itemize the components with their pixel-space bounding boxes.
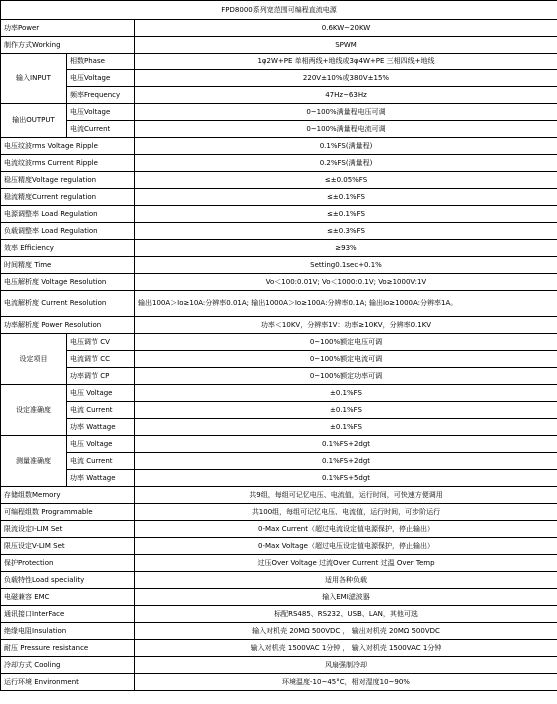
row-label: 可编程组数 Programmable xyxy=(1,504,135,521)
table-row xyxy=(1,674,557,691)
row-value: 标配RS485、RS232、USB、LAN，其他可选 xyxy=(135,606,557,623)
row-value: 0~100%满量程电压可调 xyxy=(135,104,557,121)
table-row xyxy=(1,223,557,240)
row-label: 电压调节 CV xyxy=(67,334,135,351)
row-label: 功率 Wattage xyxy=(67,419,135,436)
row-value: ≥93% xyxy=(135,240,557,257)
table-row xyxy=(1,419,557,436)
row-value: 共9组，每组可记忆电压、电流值，运行时间，可快速方便调用 xyxy=(135,487,557,504)
table-row xyxy=(1,538,557,555)
table-row xyxy=(1,623,557,640)
table-row xyxy=(1,385,557,402)
table-row xyxy=(1,368,557,385)
row-label: 存储组数Memory xyxy=(1,487,135,504)
row-value: ±0.1%FS xyxy=(135,419,557,436)
row-label: 频率Frequency xyxy=(67,87,135,104)
row-label: 电压 Voltage xyxy=(67,436,135,453)
row-value: 适用各种负载 xyxy=(135,572,557,589)
row-label: 负载调整率 Load Regulation xyxy=(1,223,135,240)
row-label: 电压Voltage xyxy=(67,70,135,87)
row-label: 保护Protection xyxy=(1,555,135,572)
table-row xyxy=(1,274,557,291)
row-value: 0~100%额定电压可调 xyxy=(135,334,557,351)
table-row xyxy=(1,402,557,419)
row-value: ±0.1%FS xyxy=(135,385,557,402)
row-label: 负载特性Load speciality xyxy=(1,572,135,589)
table-row xyxy=(1,334,557,351)
row-label: 电磁兼容 EMC xyxy=(1,589,135,606)
row-value: 输出100A＞Io≥10A:分辨率0.01A; 输出1000A＞Io≥100A:分辨率0.1A; 输出Io≥1000A:分辨率1A。 xyxy=(135,291,557,317)
row-label: 电流解析度 Current Resolution xyxy=(1,291,135,317)
table-row xyxy=(1,54,557,70)
row-label: 运行环境 Environment xyxy=(1,674,135,691)
table-row xyxy=(1,606,557,623)
row-value: 输入EMI滤波器 xyxy=(135,589,557,606)
row-label: 电压 Voltage xyxy=(67,385,135,402)
row-label: 时间精度 Time xyxy=(1,257,135,274)
table-title: FPD8000系列宽范围可编程直流电源 xyxy=(1,1,557,20)
row-value: Vo＜100:0.01V; Vo＜1000:0.1V; Vo≥1000V:1V xyxy=(135,274,557,291)
row-value: 0~100%满量程电流可调 xyxy=(135,121,557,138)
row-value: 共100组，每组可记忆电压、电流值，运行时间，可步阶运行 xyxy=(135,504,557,521)
group-label: 设定项目 xyxy=(1,334,67,385)
row-label: 功率解析度 Power Resolution xyxy=(1,317,135,334)
row-label: 电压纹波rms Voltage Ripple xyxy=(1,138,135,155)
table-row xyxy=(1,640,557,657)
table-row xyxy=(1,657,557,674)
row-value: 0-Max Voltage（超过电压设定值电源保护，停止输出） xyxy=(135,538,557,555)
row-label: 功率Power xyxy=(1,20,135,37)
row-label: 绝缘电阻Insulation xyxy=(1,623,135,640)
table-row xyxy=(1,453,557,470)
row-value: 功率＜10KV，分辨率1V：功率≥10KV，分辨率0.1KV xyxy=(135,317,557,334)
row-label: 电流Current xyxy=(67,121,135,138)
table-row xyxy=(1,351,557,368)
row-label: 耐压 Pressure resistance xyxy=(1,640,135,657)
row-label: 电流纹波rms Current Ripple xyxy=(1,155,135,172)
table-row xyxy=(1,555,557,572)
row-value: 47Hz~63Hz xyxy=(135,87,557,104)
group-label: 设定准确度 xyxy=(1,385,67,436)
row-value: 0.1%FS+2dgt xyxy=(135,436,557,453)
row-label: 限流设定I-LIM Set xyxy=(1,521,135,538)
row-value: 0~100%额定电流可调 xyxy=(135,351,557,368)
row-label: 电压解析度 Voltage Resolution xyxy=(1,274,135,291)
row-value: SPWM xyxy=(135,37,557,54)
row-value: 0.1%FS(满量程) xyxy=(135,138,557,155)
table-row xyxy=(1,20,557,37)
row-value: 过压Over Voltage 过流Over Current 过温 Over Temp xyxy=(135,555,557,572)
table-row xyxy=(1,121,557,138)
table-row xyxy=(1,436,557,453)
row-label: 稳压精度Voltage regulation xyxy=(1,172,135,189)
table-row xyxy=(1,70,557,87)
row-value: 0~100%额定功率可调 xyxy=(135,368,557,385)
row-value: 输入对机壳 1500VAC 1分钟 ， 输入对机壳 1500VAC 1分钟 xyxy=(135,640,557,657)
table-row xyxy=(1,155,557,172)
row-value: 输入对机壳 20MΩ 500VDC ， 输出对机壳 20MΩ 500VDC xyxy=(135,623,557,640)
row-value: ±0.1%FS xyxy=(135,402,557,419)
row-value: 220V±10%或380V±15% xyxy=(135,70,557,87)
row-value: ≤±0.3%FS xyxy=(135,223,557,240)
row-label: 电流 Current xyxy=(67,453,135,470)
row-label: 效率 Efficiency xyxy=(1,240,135,257)
row-value: 1φ2W+PE 单相两线+地线或3φ4W+PE 三相四线+地线 xyxy=(135,54,557,70)
row-value: 0.1%FS+2dgt xyxy=(135,453,557,470)
row-label: 稳流精度Current regulation xyxy=(1,189,135,206)
table-row xyxy=(1,257,557,274)
row-label: 电流 Current xyxy=(67,402,135,419)
group-label: 输入INPUT xyxy=(1,54,67,104)
row-value: 0.2%FS(满量程) xyxy=(135,155,557,172)
table-row xyxy=(1,138,557,155)
table-row xyxy=(1,87,557,104)
row-value: 0.6KW~20KW xyxy=(135,20,557,37)
row-value: Setting0.1sec+0.1% xyxy=(135,257,557,274)
row-label: 相数Phase xyxy=(67,54,135,70)
group-label: 输出OUTPUT xyxy=(1,104,67,138)
row-value: 环境温度-10~45°C，相对湿度10~90% xyxy=(135,674,557,691)
row-value: 0.1%FS+5dgt xyxy=(135,470,557,487)
row-value: ≤±0.1%FS xyxy=(135,189,557,206)
table-row xyxy=(1,589,557,606)
row-label: 功率调节 CP xyxy=(67,368,135,385)
row-label: 通讯接口InterFace xyxy=(1,606,135,623)
group-label: 测量准确度 xyxy=(1,436,67,487)
table-row xyxy=(1,470,557,487)
table-row xyxy=(1,172,557,189)
table-row xyxy=(1,521,557,538)
row-value: ≤±0.1%FS xyxy=(135,206,557,223)
table-row xyxy=(1,291,557,317)
row-value: 风扇强制冷却 xyxy=(135,657,557,674)
table-row xyxy=(1,104,557,121)
row-label: 冷却方式 Cooling xyxy=(1,657,135,674)
table-row xyxy=(1,572,557,589)
table-row xyxy=(1,504,557,521)
table-row xyxy=(1,487,557,504)
row-label: 功率 Wattage xyxy=(67,470,135,487)
row-value: 0-Max Current（超过电流设定值电源保护，停止输出） xyxy=(135,521,557,538)
table-row xyxy=(1,37,557,54)
table-row xyxy=(1,317,557,334)
table-row xyxy=(1,206,557,223)
row-label: 制作方式Working xyxy=(1,37,135,54)
row-label: 电源调整率 Load Regulation xyxy=(1,206,135,223)
row-label: 电压Voltage xyxy=(67,104,135,121)
table-row xyxy=(1,240,557,257)
table-row xyxy=(1,189,557,206)
title-row xyxy=(1,1,557,20)
row-label: 电流调节 CC xyxy=(67,351,135,368)
row-value: ≤±0.05%FS xyxy=(135,172,557,189)
row-label: 限压设定V-LIM Set xyxy=(1,538,135,555)
